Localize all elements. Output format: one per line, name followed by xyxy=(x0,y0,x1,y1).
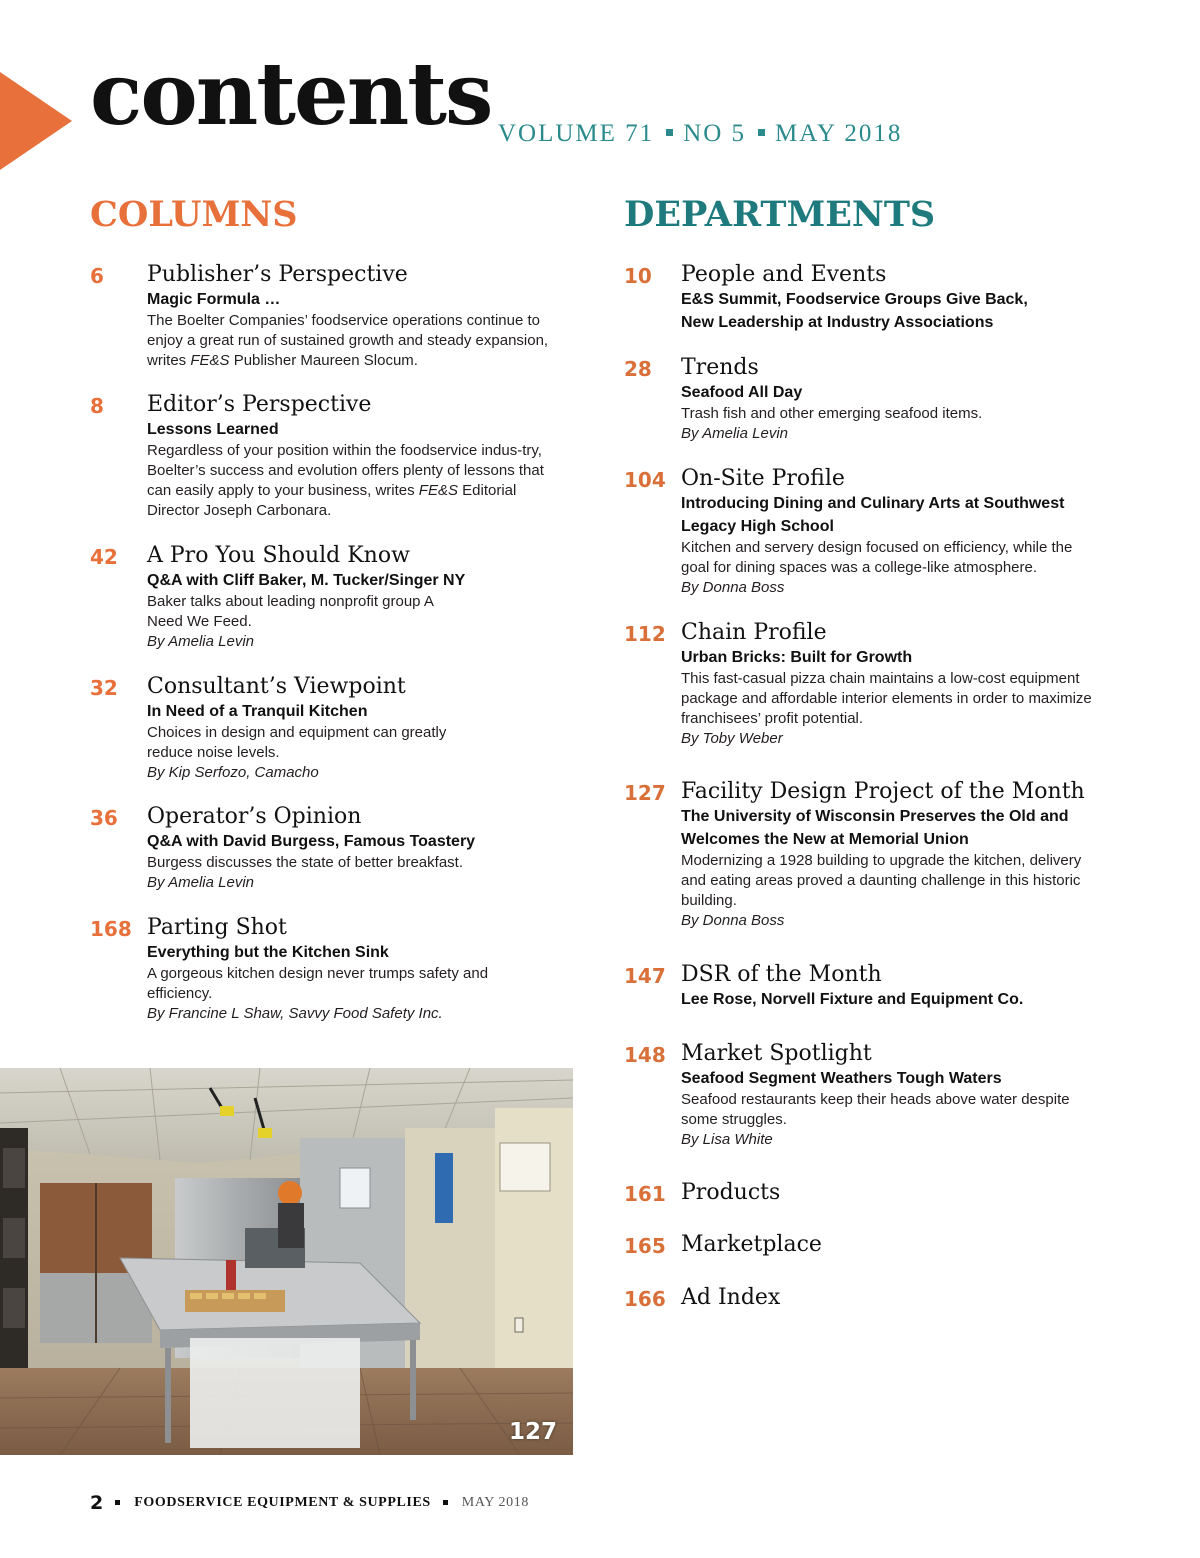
entry-description: A gorgeous kitchen design never trumps safety and efficiency. xyxy=(147,965,489,1003)
entry-byline: By Donna Boss xyxy=(681,579,785,597)
departments-list xyxy=(624,262,1104,1311)
page-number: 28 xyxy=(624,357,652,381)
entry-title: Trends xyxy=(681,355,759,380)
arrow-marker xyxy=(0,72,72,170)
entry-title: People and Events xyxy=(681,262,887,287)
page-number: 147 xyxy=(624,964,666,988)
entry-description: Regardless of your position within the foodservice indus-try, Boelter’s success and evolution offers plenty of lessons that can easily apply to your business, writes FE&S Editorial Director Joseph Carbonara. xyxy=(147,442,544,520)
entry-byline: By Lisa White xyxy=(681,1131,773,1149)
page-number: 36 xyxy=(90,806,118,830)
entry-description: Kitchen and servery design focused on efficiency, while the goal for dining spaces was a college-like atmosphere. xyxy=(681,539,1073,577)
entry-title: Parting Shot xyxy=(147,915,287,940)
page-number: 161 xyxy=(624,1182,666,1206)
entry-byline: By Amelia Levin xyxy=(147,874,254,892)
entry-subtitle: Urban Bricks: Built for Growth xyxy=(681,649,913,667)
page-number: 8 xyxy=(90,394,104,418)
page-number: 127 xyxy=(624,781,666,805)
entry-description: Trash fish and other emerging seafood items. xyxy=(681,405,983,423)
toc-entry[interactable] xyxy=(624,620,1104,779)
entry-subtitle: Lessons Learned xyxy=(147,421,279,439)
footer-page-number: 2 xyxy=(90,1492,104,1514)
page-number: 32 xyxy=(90,676,118,700)
entry-description: Seafood restaurants keep their heads above water despite some struggles. xyxy=(681,1091,1070,1129)
page-number: 148 xyxy=(624,1043,666,1067)
page-title: contents xyxy=(90,44,492,145)
toc-entry[interactable] xyxy=(90,262,570,392)
entry-description: Baker talks about leading nonprofit group A Need We Feed. xyxy=(147,593,434,631)
photo-page-number: 127 xyxy=(508,1419,557,1445)
entry-description: Modernizing a 1928 building to upgrade the kitchen, delivery and eating areas proved a daunting challenge in this historic building. xyxy=(681,852,1082,910)
entry-description: This fast-casual pizza chain maintains a low-cost equipment package and affordable interior elements in order to maximize franchisees’ profit potential. xyxy=(681,670,1092,728)
toc-entry[interactable] xyxy=(624,962,1104,1041)
entry-description: Burgess discusses the state of better breakfast. xyxy=(147,854,463,872)
kitchen-illustration xyxy=(0,1068,573,1455)
entry-title: Marketplace xyxy=(681,1232,822,1257)
entry-title: Consultant’s Viewpoint xyxy=(147,674,406,699)
entry-title: On-Site Profile xyxy=(681,466,845,491)
entry-description: The Boelter Companies’ foodservice operations continue to enjoy a great run of sustained growth and steady expansion, writes FE&S Publisher Maureen Slocum. xyxy=(147,312,549,370)
entry-subtitle: Seafood All Day xyxy=(681,384,803,402)
page-number: 112 xyxy=(624,622,666,646)
entry-title: Products xyxy=(681,1180,781,1205)
toc-entry[interactable] xyxy=(624,466,1104,620)
volume-label: VOLUME 71 xyxy=(498,120,655,147)
issue-line xyxy=(498,120,902,148)
entry-title: Editor’s Perspective xyxy=(147,392,372,417)
page-number: 168 xyxy=(90,917,132,941)
entry-title: DSR of the Month xyxy=(681,962,882,987)
separator-square xyxy=(666,129,673,136)
toc-entry[interactable] xyxy=(90,392,570,543)
kitchen-photo[interactable] xyxy=(0,1068,573,1455)
entry-byline: By Amelia Levin xyxy=(681,425,788,443)
page-footer xyxy=(90,1492,529,1514)
page-number: 42 xyxy=(90,545,118,569)
footer-date: MAY 2018 xyxy=(461,1495,529,1510)
issue-date: MAY 2018 xyxy=(775,120,903,147)
toc-entry[interactable] xyxy=(624,1180,1104,1232)
entry-title: A Pro You Should Know xyxy=(147,543,410,568)
entry-subtitle: Everything but the Kitchen Sink xyxy=(147,944,389,962)
entry-subtitle: In Need of a Tranquil Kitchen xyxy=(147,703,368,721)
toc-entry[interactable] xyxy=(90,804,570,915)
entry-title: Chain Profile xyxy=(681,620,827,645)
toc-entry[interactable] xyxy=(624,1285,1104,1311)
toc-entry[interactable] xyxy=(624,1232,1104,1285)
entry-subtitle: Q&A with David Burgess, Famous Toastery xyxy=(147,833,476,851)
publication-name: FOODSERVICE EQUIPMENT & SUPPLIES xyxy=(134,1495,431,1510)
separator-square xyxy=(758,129,765,136)
entry-subtitle: Magic Formula … xyxy=(147,291,281,309)
toc-entry[interactable] xyxy=(624,1041,1104,1180)
entry-title: Ad Index xyxy=(681,1285,781,1310)
page-number: 6 xyxy=(90,264,104,288)
entry-byline: By Donna Boss xyxy=(681,912,785,930)
entry-title: Operator’s Opinion xyxy=(147,804,362,829)
page-number: 10 xyxy=(624,264,652,288)
page-number: 166 xyxy=(624,1287,666,1311)
entry-title: Publisher’s Perspective xyxy=(147,262,408,287)
entry-byline: By Amelia Levin xyxy=(147,633,254,651)
toc-entry[interactable] xyxy=(90,915,570,1024)
entry-title: Facility Design Project of the Month xyxy=(681,779,1085,804)
entry-subtitle: Q&A with Cliff Baker, M. Tucker/Singer NY xyxy=(147,572,466,590)
entry-title: Market Spotlight xyxy=(681,1041,872,1066)
columns-heading: COLUMNS xyxy=(90,194,298,235)
columns-list xyxy=(90,262,570,1024)
page-number: 165 xyxy=(624,1234,666,1258)
toc-entry[interactable] xyxy=(624,779,1104,962)
entry-description: Choices in design and equipment can greatly reduce noise levels. xyxy=(147,724,447,762)
separator-square xyxy=(115,1500,120,1505)
separator-square xyxy=(443,1500,448,1505)
entry-subtitle: Seafood Segment Weathers Tough Waters xyxy=(681,1070,1002,1088)
entry-subtitle: E&S Summit, Foodservice Groups Give Back, New Leadership at Industry Associations xyxy=(681,291,1028,332)
entry-subtitle: The University of Wisconsin Preserves the Old and Welcomes the New at Memorial Union xyxy=(681,808,1069,849)
issue-number: NO 5 xyxy=(683,120,747,147)
toc-entry[interactable] xyxy=(90,543,570,674)
entry-subtitle: Introducing Dining and Culinary Arts at Southwest Legacy High School xyxy=(681,495,1065,536)
toc-entry[interactable] xyxy=(624,355,1104,466)
toc-entry[interactable] xyxy=(90,674,570,804)
departments-heading: DEPARTMENTS xyxy=(624,194,936,235)
entry-byline: By Francine L Shaw, Savvy Food Safety Inc. xyxy=(147,1005,443,1023)
entry-byline: By Toby Weber xyxy=(681,730,783,748)
toc-entry[interactable] xyxy=(624,262,1104,355)
entry-byline: By Kip Serfozo, Camacho xyxy=(147,764,319,782)
page-number: 104 xyxy=(624,468,666,492)
entry-subtitle: Lee Rose, Norvell Fixture and Equipment Co. xyxy=(681,991,1024,1009)
